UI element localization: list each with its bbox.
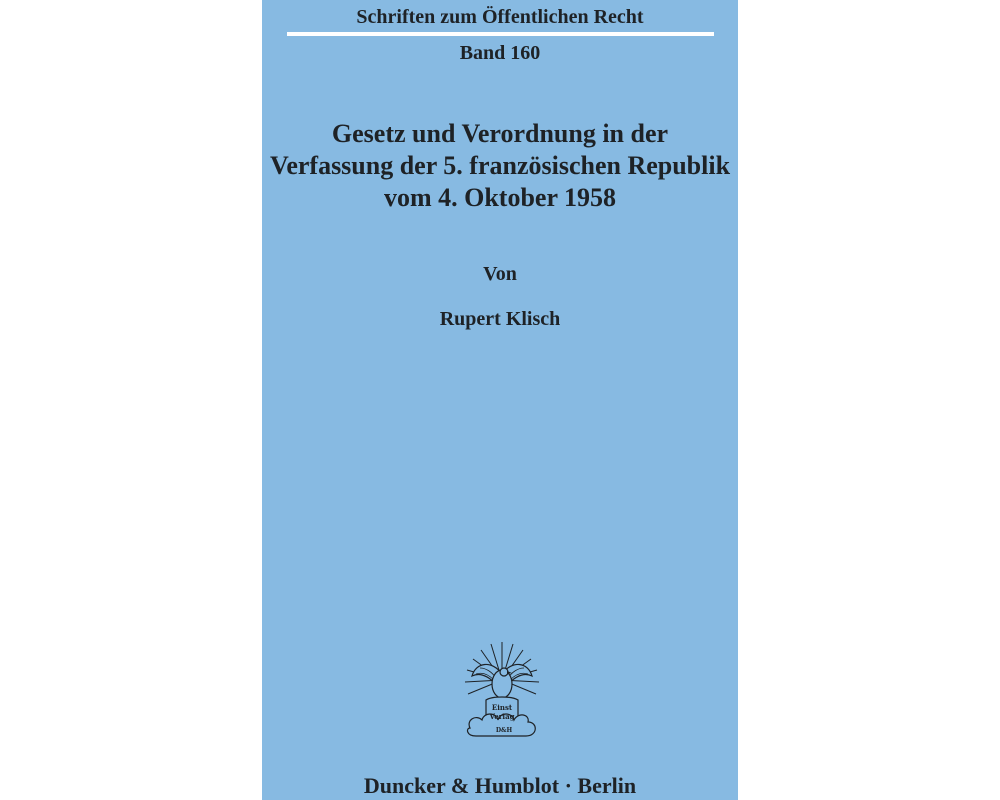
divider-rule — [287, 32, 714, 36]
book-cover — [262, 0, 738, 800]
title-line-3: vom 4. Oktober 1958 — [383, 183, 617, 212]
book-title — [262, 118, 738, 214]
author-name: Rupert Klisch — [439, 308, 561, 330]
svg-text:Einst: Einst — [491, 703, 513, 712]
svg-text:D&H: D&H — [495, 727, 513, 734]
series-title: Schriften zum Öffentlichen Recht — [356, 6, 644, 28]
publisher-imprint: Duncker & Humblot · Berlin — [363, 773, 637, 798]
title-line-2: Verfassung der 5. französischen Republik — [269, 151, 731, 180]
publisher-eagle-logo-icon — [462, 640, 542, 745]
volume-number: Band 160 — [459, 42, 541, 64]
by-label: Von — [483, 263, 517, 285]
svg-text:Verlag: Verlag — [489, 712, 515, 721]
title-line-1: Gesetz und Verordnung in der — [331, 119, 669, 148]
